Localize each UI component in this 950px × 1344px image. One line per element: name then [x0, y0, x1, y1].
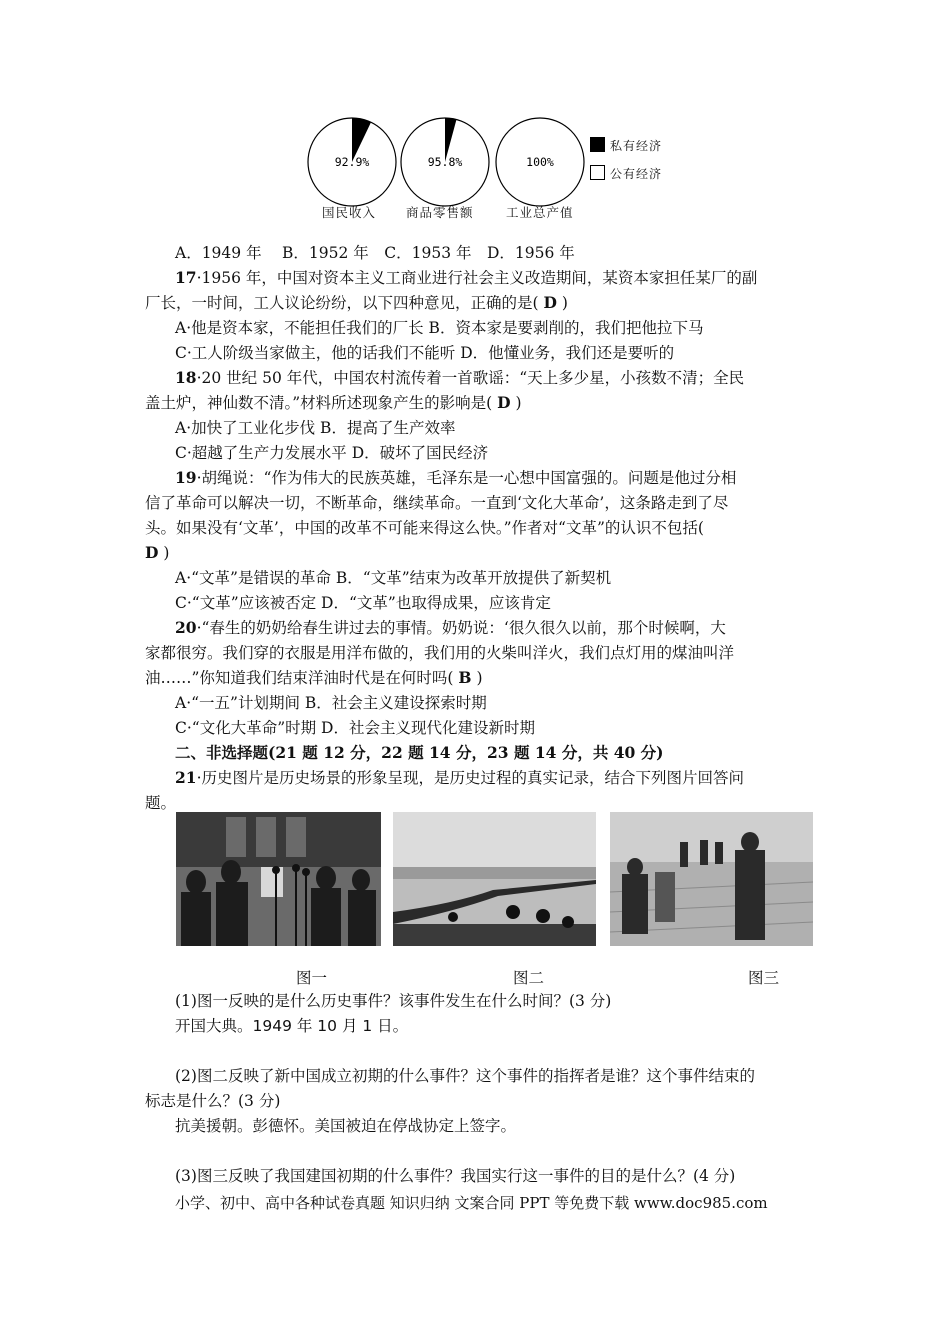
q17-line-2: 厂长，一时间，工人议论纷纷，以下四种意见，正确的是( D ) — [145, 293, 568, 312]
q18-number: 18 — [175, 368, 197, 387]
figure-caption-2: 图二 — [513, 969, 545, 987]
q17-answer: D — [543, 293, 557, 312]
section-heading: 二、非选择题(21 题 12 分，22 题 14 分，23 题 14 分，共 40 分) — [175, 743, 664, 762]
legend-label-private: 私有经济 — [610, 139, 663, 153]
q21-sub1: (1)图一反映的是什么历史事件？该事件发生在什么时间？(3 分) — [175, 992, 612, 1010]
q19-line-3: 头。如果没有‘文革’，中国的改革不可能来得这么快。”作者对“文革”的认识不包括( — [145, 519, 704, 537]
q21-line-1: 21·历史图片是历史场景的形象呈现，是历史过程的真实记录，结合下列图片回答问 — [175, 768, 745, 787]
footer-text: 小学、初中、高中各种试卷真题 知识归纳 文案合同 PPT 等免费下载 www.doc985.com — [175, 1194, 768, 1212]
q20-line-2: 家都很穷。我们穿的衣服是用洋布做的，我们用的火柴叫洋火，我们点灯用的煤油叫洋 — [145, 644, 735, 662]
pie-caption-2: 商品零售额 — [406, 205, 474, 220]
q19-answer: D — [145, 543, 159, 562]
q17-option-cd: C·工人阶级当家做主，他的话我们不能听 D．他懂业务，我们还是要听的 — [175, 344, 675, 362]
q19-line-1: 19·胡绳说：“作为伟大的民族英雄，毛泽东是一心想中国富强的。问题是他过分相 — [175, 468, 737, 487]
q20-option-cd: C·“文化大革命”时期 D．社会主义现代化建设新时期 — [175, 719, 535, 737]
q21-line-2: 题。 — [145, 794, 177, 812]
q21-sub2-line-1: (2)图二反映了新中国成立初期的什么事件？这个事件的指挥者是谁？这个事件结束的 — [175, 1067, 755, 1085]
q18-line-1: 18·20 世纪 50 年代，中国农村流传着一首歌谣：“天上多少星，小孩数不清；全民 — [175, 368, 745, 387]
photo-founding-ceremony — [176, 812, 381, 946]
legend-swatch-private — [590, 137, 605, 152]
q16-options: A．1949 年 B．1952 年 C．1953 年 D．1956 年 — [175, 244, 575, 262]
q19-option-ab: A·“文革”是错误的革命 B．“文革”结束为改革开放提供了新契机 — [175, 569, 612, 587]
q19-line-2: 信了革命可以解决一切，不断革命，继续革命。一直到‘文化大革命’，这条路走到了尽 — [145, 494, 729, 512]
q17-number: 17 — [175, 268, 197, 287]
q18-line-2: 盖土炉，神仙数不清。”材料所述现象产生的影响是( D ) — [145, 393, 522, 412]
q21-sub1-answer: 开国大典。1949 年 10 月 1 日。 — [175, 1017, 409, 1035]
q20-answer: B — [458, 668, 472, 687]
q20-line-1: 20·“春生的奶奶给春生讲过去的事情。奶奶说：‘很久很久以前，那个时候啊，大 — [175, 618, 726, 637]
q19-line-4: D ) — [145, 543, 170, 562]
q21-sub2-answer: 抗美援朝。彭德怀。美国被迫在停战协定上签字。 — [175, 1117, 517, 1135]
photo-land-reform — [610, 812, 813, 946]
q19-number: 19 — [175, 468, 197, 487]
figure-caption-1: 图一 — [296, 969, 328, 987]
q18-answer: D — [497, 393, 511, 412]
q21-sub3: (3)图三反映了我国建国初期的什么事件？我国实行这一事件的目的是什么？(4 分) — [175, 1167, 736, 1185]
pie-2-label: 95.8% — [427, 155, 463, 169]
q20-option-ab: A·“一五”计划期间 B．社会主义建设探索时期 — [175, 694, 487, 712]
q21-sub2-line-2: 标志是什么？(3 分) — [145, 1092, 281, 1110]
photo-river-crossing — [393, 812, 596, 946]
q20-number: 20 — [175, 618, 197, 637]
figure-caption-3: 图三 — [748, 969, 780, 987]
legend-swatch-public — [590, 165, 605, 180]
pie-3-label: 100% — [526, 155, 554, 169]
pie-caption-3: 工业总产值 — [506, 205, 574, 220]
q19-option-cd: C·“文革”应该被否定 D．“文革”也取得成果，应该肯定 — [175, 594, 551, 612]
q17-line-1: 17·1956 年，中国对资本主义工商业进行社会主义改造期间，某资本家担任某厂的副 — [175, 268, 758, 287]
pie-1-label: 92.9% — [334, 155, 370, 169]
legend-label-public: 公有经济 — [610, 167, 663, 181]
q18-option-ab: A·加快了工业化步伐 B．提高了生产效率 — [175, 419, 456, 437]
pie-caption-1: 国民收入 — [322, 205, 377, 220]
legend-private — [610, 137, 662, 154]
legend-public — [610, 165, 662, 182]
q17-option-ab: A·他是资本家，不能担任我们的厂长 B．资本家是要剥削的，我们把他拉下马 — [175, 319, 704, 337]
q21-number: 21 — [175, 768, 197, 787]
q20-line-3: 油……”你知道我们结束洋油时代是在何时吗( B ) — [145, 668, 483, 687]
q18-option-cd: C·超越了生产力发展水平 D．破坏了国民经济 — [175, 444, 489, 462]
